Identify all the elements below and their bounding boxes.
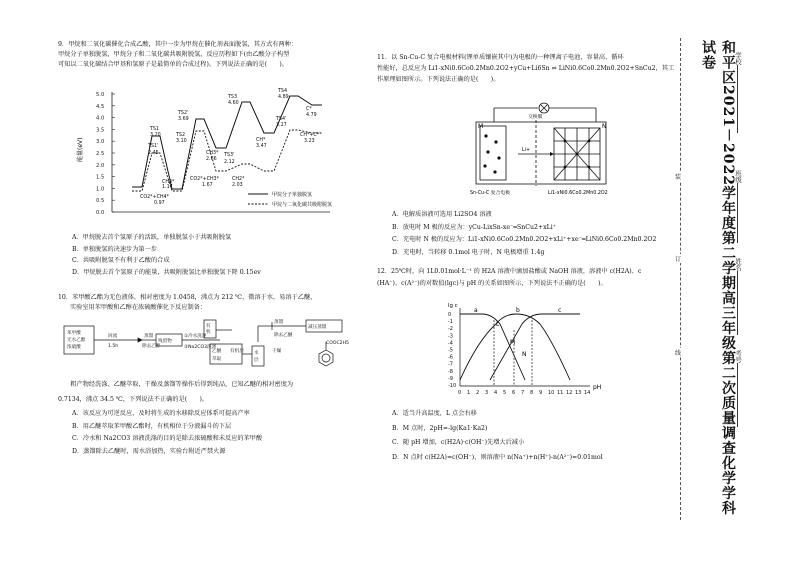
q12-ytick: -8 bbox=[448, 368, 453, 375]
q12-option-a: A．适当升高温度，L 点会右移 bbox=[392, 410, 477, 417]
cut-label: 线 bbox=[675, 350, 682, 357]
q12-point-m: M bbox=[510, 339, 516, 346]
q12-xtick: 4 bbox=[494, 390, 498, 396]
q9-options bbox=[72, 232, 261, 278]
svg-text:水: 水 bbox=[254, 351, 259, 356]
q11-stem-line: 性能好，总反应为 Li1-xNi0.6Co0.2Mn0.2O2+yCu+Li6Sn ⇌ LiNi0.6Co0.2Mn0.2O2+SnCu2，其工 bbox=[377, 65, 675, 72]
q12-xtick: 3 bbox=[485, 390, 489, 396]
q12-ytick: -3 bbox=[448, 333, 453, 340]
q10-options bbox=[72, 408, 262, 458]
q9-ytick: 2.0 bbox=[96, 162, 105, 169]
q12-curve-c: c bbox=[558, 307, 562, 314]
svg-text:3.47: 3.47 bbox=[256, 144, 267, 149]
q12-xtick: 9 bbox=[539, 390, 543, 396]
q9-option-a: A．甲烷脱去首个氢原子的活跃，单独脱氢小于共吸附脱氢 bbox=[72, 234, 232, 241]
q9-stem-line: 甲烷分子单独脱氢，甲烷分子和二氧化碳共吸附脱氢，反应历程如下(由乙酸分子构型 bbox=[58, 51, 290, 58]
q9-stem-line: 9．甲烷和二氧化碳催化合成乙酸，其中一步为甲烷在催化剂表面脱氢，其方式有两种： bbox=[58, 41, 298, 48]
q10-stem-line: 粗产物经洗涤、乙醚萃取、干燥及蒸馏等操作后得到纯品，已知乙醚的相对密度为 bbox=[58, 381, 294, 388]
svg-text:CO2*+CH3*: CO2*+CH3* bbox=[190, 177, 220, 182]
q9-ytick: 3.0 bbox=[96, 139, 105, 146]
q9-ytick: 2.5 bbox=[96, 151, 105, 157]
q11-stem-line: 11．以 Sn-Cu-C 复合电极材料(锂单质镶嵌其中)为电极的一种锂离子电池，容量高、循环 bbox=[377, 54, 624, 61]
q12-ytick: -10 bbox=[448, 383, 457, 389]
svg-text:蒸馏: 蒸馏 bbox=[274, 320, 284, 325]
svg-text:3.27: 3.27 bbox=[276, 123, 287, 128]
svg-text:除去乙醚: 除去乙醚 bbox=[274, 333, 293, 338]
q9-ytick: 1.5 bbox=[96, 174, 105, 181]
field-name-label: 姓名 bbox=[734, 258, 742, 271]
field-name bbox=[734, 258, 743, 335]
svg-text:浓硫酸: 浓硫酸 bbox=[67, 345, 81, 350]
svg-text:CH2*: CH2* bbox=[232, 177, 245, 182]
field-school-label: 学校 bbox=[734, 52, 742, 65]
q10-option-a: A．该反应为可逆反应，及时将生成的水移除反应体系可提高产率 bbox=[72, 410, 250, 417]
q12-option-c: C．随 pH 增加，c(H2A)·c(OH⁻)先增大后减小 bbox=[392, 439, 525, 446]
svg-text:乙醚: 乙醚 bbox=[212, 349, 222, 354]
svg-text:TS4: TS4 bbox=[278, 89, 288, 94]
field-class-label: 班级 bbox=[734, 170, 742, 183]
q12-curve-a: a bbox=[474, 307, 478, 314]
svg-text:②Na2CO3洗涤: ②Na2CO3洗涤 bbox=[184, 345, 217, 350]
svg-text:苯甲酸: 苯甲酸 bbox=[67, 331, 81, 336]
svg-text:CH*: CH* bbox=[256, 138, 266, 143]
svg-text:回流: 回流 bbox=[108, 334, 118, 339]
q11-option-b: B．放电时 M 极的反应为：yCu-LixSn-xe⁻═SnCu2+xLi⁺ bbox=[392, 223, 556, 231]
field-school bbox=[734, 52, 743, 133]
q10-stem-line: 0.7134，沸点 34.5 ℃，下列说法不正确的是( )。 bbox=[58, 396, 209, 403]
q9-option-d: D．甲烷脱去首个氢原子的能量，共吸附脱氢比单独脱氢下降 0.15ev bbox=[72, 268, 261, 276]
q12-xlabel: pH bbox=[593, 384, 602, 391]
svg-text:CO2*+CH4*: CO2*+CH4* bbox=[140, 195, 170, 200]
q11-option-c: C．充电时 N 极的反应为：Li1-xNi0.6Co0.2Mn0.2O2+xLi⁺+xe⁻═LiNi0.6Co0.2Mn0.2O2 bbox=[392, 236, 657, 243]
q12-xtick: 1 bbox=[467, 390, 471, 396]
svg-text:TS2: TS2 bbox=[176, 133, 186, 138]
svg-text:干燥: 干燥 bbox=[272, 349, 282, 354]
svg-text:1.5h: 1.5h bbox=[108, 344, 119, 349]
svg-text:TS1': TS1' bbox=[148, 144, 159, 149]
q12-option-d: D．N 点时 c(H2A)=c(OH⁻)，则溶液中 n(Na⁺)+n(H⁺)-n(A²⁻)=0.01mol bbox=[392, 453, 603, 461]
q12-xtick: 12 bbox=[566, 390, 573, 396]
q9-ytick: 5.0 bbox=[96, 92, 105, 98]
q9-option-b: B．单独脱氢的决速步为第一步 bbox=[72, 245, 157, 253]
svg-text:萃取: 萃取 bbox=[212, 357, 222, 362]
q11-label-m: M bbox=[478, 123, 484, 130]
q9-ytick: 4.0 bbox=[96, 115, 105, 122]
svg-text:3.23: 3.23 bbox=[304, 139, 315, 144]
q11-membrane-label: 交换膜 bbox=[528, 115, 543, 120]
q9-stem-line: 可知以二氧化碳结合甲基和氢原子是最简单的合成过程)。下列说法正确的是( )。 bbox=[58, 61, 288, 68]
question-12 bbox=[377, 266, 641, 289]
q12-options bbox=[392, 407, 603, 465]
q9-ytick: 3.5 bbox=[96, 127, 105, 134]
svg-text:3.20: 3.20 bbox=[150, 133, 161, 138]
svg-text:①冷水洗涤: ①冷水洗涤 bbox=[184, 334, 207, 339]
q9-ytick: 0.5 bbox=[96, 198, 105, 205]
q10-stem-line: 10．苯甲酸乙酯为无色液体，相对密度为 1.0458，沸点为 212 ℃，微溶于水，易溶于乙醚， bbox=[58, 294, 317, 301]
q10-option-d: D．蒸馏除去乙醚时，需水浴加热，实验台附近严禁火源 bbox=[72, 447, 226, 455]
q11-stem-line: 作原理如图所示。下列说法正确的是( )。 bbox=[377, 76, 500, 83]
q11-left-electrode: Sn-Cu-C 复合电极 bbox=[470, 191, 510, 196]
svg-text:除去乙醇: 除去乙醇 bbox=[142, 344, 161, 349]
svg-text:TS2': TS2' bbox=[178, 111, 189, 116]
question-10 bbox=[58, 293, 316, 313]
svg-text:残留物: 残留物 bbox=[158, 339, 172, 344]
q12-xtick: 5 bbox=[503, 390, 507, 396]
q9-legend-solo: 甲烷分子单独脱氢 bbox=[272, 192, 313, 198]
q12-xtick: 14 bbox=[584, 390, 591, 396]
svg-text:有: 有 bbox=[206, 324, 211, 329]
q10-continued bbox=[58, 380, 293, 405]
cut-label: 订 bbox=[675, 256, 682, 263]
q11-right-electrode: Li1-xNi0.6Co0.2Mn0.2O2 bbox=[548, 191, 608, 196]
q12-ytick: -2 bbox=[448, 326, 453, 333]
q10-option-c: C．冷水和 Na2CO3 溶液洗涤的目的是除去浓硫酸和未反应的苯甲酸 bbox=[72, 435, 263, 442]
q9-energy-diagram bbox=[72, 84, 332, 224]
svg-text:2.66: 2.66 bbox=[206, 157, 217, 162]
q9-ytick: 0.0 bbox=[96, 210, 105, 216]
q12-xtick: 10 bbox=[548, 390, 555, 396]
q12-ytick: -5 bbox=[448, 347, 453, 354]
q12-xtick: 0 bbox=[458, 390, 462, 396]
binding-line bbox=[680, 38, 682, 520]
q11-options bbox=[392, 209, 656, 259]
svg-text:3.10: 3.10 bbox=[176, 139, 187, 144]
q12-point-l: L bbox=[496, 321, 500, 328]
svg-text:3.69: 3.69 bbox=[178, 117, 189, 122]
q12-lgc-ph-chart bbox=[430, 300, 610, 400]
svg-text:TS4': TS4' bbox=[276, 117, 287, 122]
q9-ylabel: 能量(eV) bbox=[77, 137, 84, 162]
svg-text:无水乙醇: 无水乙醇 bbox=[67, 338, 86, 343]
svg-text:机: 机 bbox=[206, 330, 211, 335]
svg-text:有机层: 有机层 bbox=[230, 349, 244, 354]
svg-text:4.79: 4.79 bbox=[306, 113, 317, 118]
q12-stem-line: (HA⁻)、c(A²⁻)的对数值(lgc)与 pH 的关系如图所示，下列说法不正确的是( )。 bbox=[377, 279, 607, 287]
q11-option-a: A．电解质溶液可选用 Li2SO4 溶液 bbox=[392, 211, 492, 218]
q11-li-ion: Li+ bbox=[522, 148, 531, 153]
q12-stem-line: 12．25℃时，向 1L0.01mol·L⁻¹ 的 H2A 溶液中滴加盐酸或 NaOH 溶液，溶液中 c(H2A)、c bbox=[377, 268, 642, 275]
q11-label-n: N bbox=[602, 123, 607, 130]
cut-label: 装 bbox=[675, 174, 682, 181]
q10-stem-line: 实验室用苯甲酸和乙醇在浓硫酸催化下反应制备： bbox=[70, 304, 207, 311]
question-11 bbox=[377, 52, 674, 85]
q11-battery-figure bbox=[470, 96, 610, 204]
q11-option-d: D．充电时，当转移 0.1mol 电子时，N 电极增重 1.4g bbox=[392, 248, 545, 256]
q12-ytick: -9 bbox=[448, 375, 453, 382]
q12-option-b: B．M 点时，2pH=-lg(Ka1·Ka2) bbox=[392, 424, 488, 432]
svg-text:2.45: 2.45 bbox=[148, 151, 159, 156]
svg-text:1.67: 1.67 bbox=[202, 183, 213, 188]
q12-ytick: -6 bbox=[448, 354, 453, 361]
q12-ytick: -4 bbox=[448, 340, 453, 347]
svg-text:TS3: TS3 bbox=[228, 95, 238, 100]
q12-ytick: -7 bbox=[448, 361, 453, 368]
q12-xtick: 6 bbox=[512, 390, 516, 396]
svg-text:蒸馏: 蒸馏 bbox=[144, 334, 154, 339]
svg-text:TS3': TS3' bbox=[224, 153, 235, 158]
q12-xtick: 8 bbox=[530, 390, 534, 396]
svg-text:2.12: 2.12 bbox=[224, 160, 235, 165]
svg-text:4.60: 4.60 bbox=[228, 101, 239, 106]
q12-ylabel: lg c bbox=[448, 303, 458, 309]
q9-option-c: C．共吸附脱氢不有利于乙酸的合成 bbox=[72, 257, 170, 264]
q9-ytick: 4.5 bbox=[96, 103, 105, 110]
q9-legend-co: 甲烷与二氧化碳共吸附脱氢 bbox=[272, 202, 332, 208]
svg-text:CH3*: CH3* bbox=[206, 151, 219, 156]
q12-curve-b: b bbox=[516, 307, 520, 314]
q12-xtick: 2 bbox=[476, 390, 480, 396]
svg-text:减压蒸馏: 减压蒸馏 bbox=[308, 325, 327, 330]
question-9 bbox=[58, 40, 297, 70]
exam-title: 和平区2021－2022学年度第二学期高三年级第二次质量调查化学学科试卷 bbox=[700, 40, 736, 516]
q12-point-n: N bbox=[522, 351, 527, 358]
svg-text:4.89: 4.89 bbox=[278, 95, 289, 100]
svg-text:TS1: TS1 bbox=[150, 127, 160, 132]
q12-xtick: 7 bbox=[521, 390, 525, 396]
q10-flowchart bbox=[62, 318, 352, 374]
q9-ytick: 1.0 bbox=[96, 186, 105, 193]
svg-text:0.97: 0.97 bbox=[154, 201, 165, 206]
q12-xtick: 13 bbox=[575, 390, 582, 396]
q12-xtick: 11 bbox=[557, 390, 564, 396]
svg-text:COOC2H5: COOC2H5 bbox=[326, 341, 349, 346]
svg-text:C*: C* bbox=[306, 107, 312, 112]
svg-text:2.03: 2.03 bbox=[232, 183, 243, 188]
svg-text:1.17: 1.17 bbox=[162, 185, 173, 190]
field-class bbox=[734, 170, 743, 243]
q10-option-b: B．用乙醚萃取苯甲酸乙酯时，有机相位于分液漏斗的下层 bbox=[72, 422, 232, 430]
svg-text:CH4*: CH4* bbox=[162, 180, 175, 185]
q12-ytick: -1 bbox=[448, 319, 453, 326]
svg-text:层: 层 bbox=[254, 358, 259, 363]
field-examno-label: 考号 bbox=[734, 350, 742, 363]
field-examno bbox=[734, 350, 743, 427]
svg-text:CH*+C*: CH*+C* bbox=[300, 133, 320, 138]
q12-ytick: 0 bbox=[448, 312, 452, 318]
